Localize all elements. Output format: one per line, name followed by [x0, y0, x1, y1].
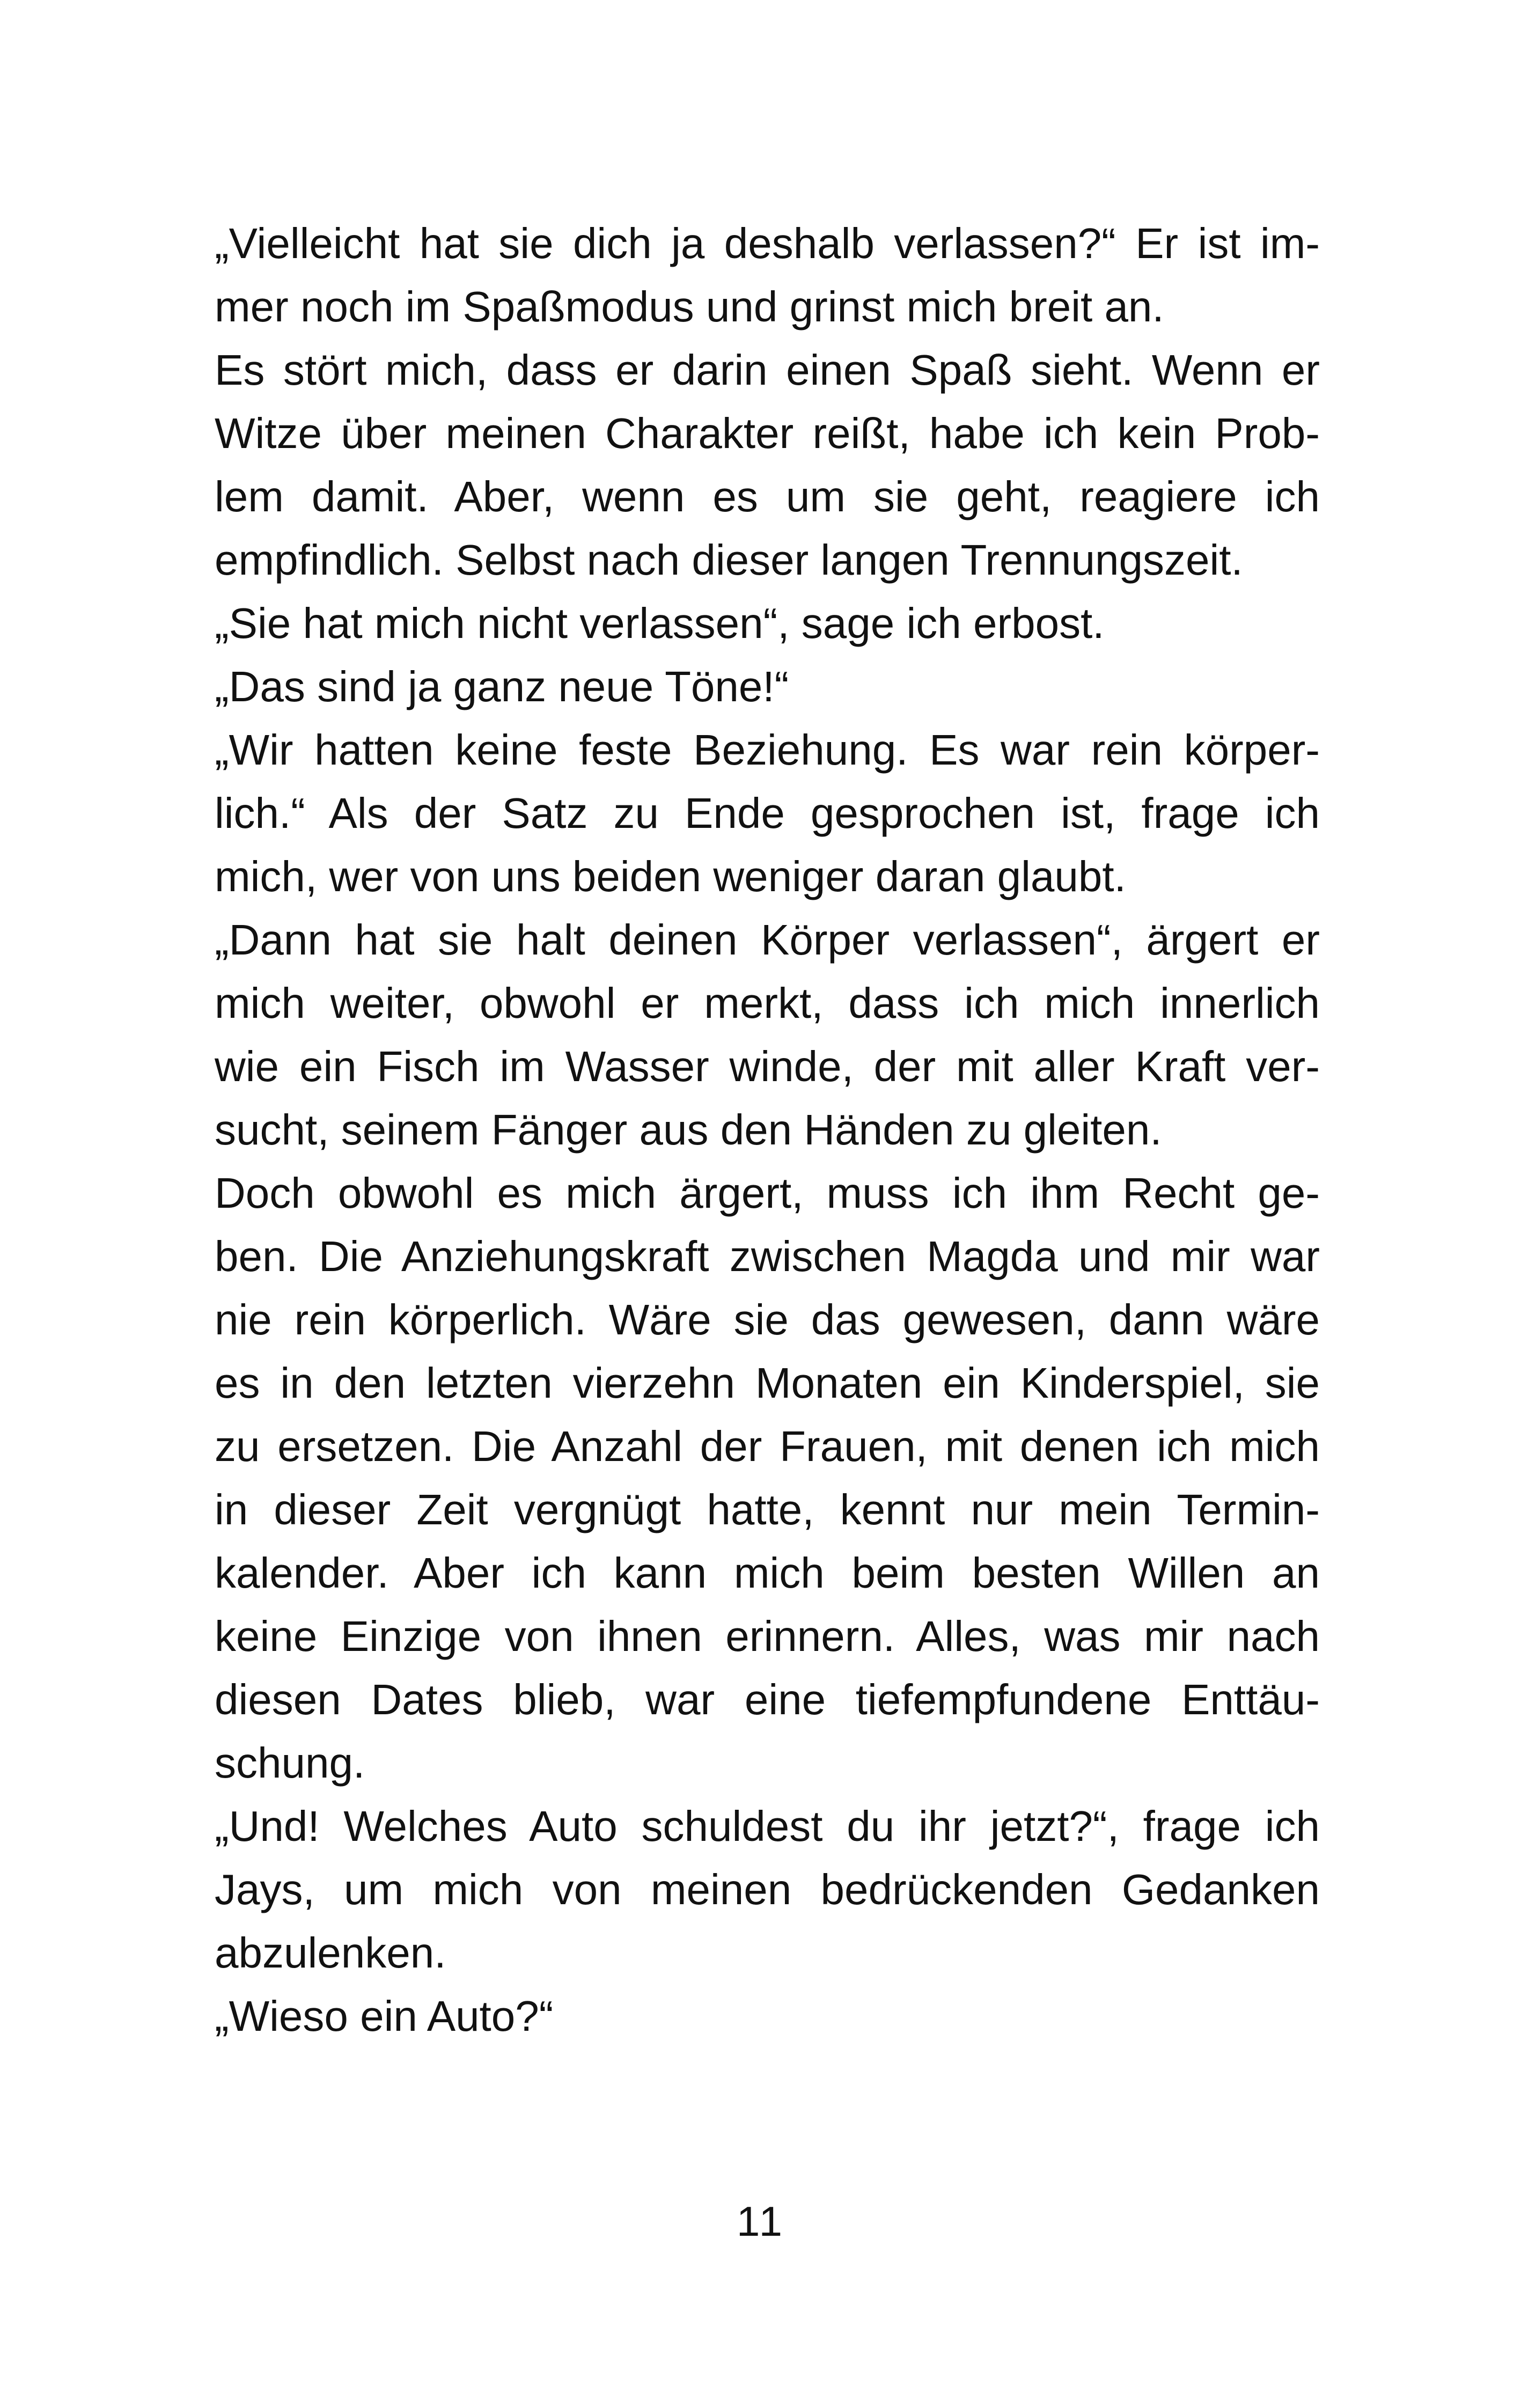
paragraph — [215, 212, 1320, 339]
text-line: „Sie hat mich nicht verlassen“, sage ich erbost. — [215, 599, 1105, 647]
text-line: „Wieso ein Auto?“ — [215, 1992, 554, 2040]
text-line: „Vielleicht hat sie dich ja deshalb verlassen?“ Er ist im- — [215, 219, 1320, 267]
text-line: Witze über meinen Charakter reißt, habe ich kein Prob- — [215, 409, 1320, 457]
paragraph — [215, 1162, 1320, 1795]
text-line: „Wir hatten keine feste Beziehung. Es war rein körper- — [215, 726, 1320, 774]
body-text — [215, 212, 1320, 2048]
paragraph — [215, 1795, 1320, 1985]
text-line: schung. — [215, 1739, 365, 1787]
text-line: in dieser Zeit vergnügt hatte, kennt nur mein Termin- — [215, 1486, 1320, 1533]
text-line: Es stört mich, dass er darin einen Spaß sieht. Wenn er — [215, 346, 1320, 394]
text-line: „Und! Welches Auto schuldest du ihr jetzt?“, frage ich — [215, 1802, 1320, 1850]
paragraph — [215, 655, 1320, 718]
text-line: nie rein körperlich. Wäre sie das gewesen, dann wäre — [215, 1296, 1320, 1344]
text-line: wie ein Fisch im Wasser winde, der mit aller Kraft ver- — [215, 1043, 1320, 1090]
text-line: keine Einzige von ihnen erinnern. Alles, was mir nach — [215, 1612, 1320, 1660]
text-line: zu ersetzen. Die Anzahl der Frauen, mit denen ich mich — [215, 1422, 1320, 1470]
text-line: mich, wer von uns beiden weniger daran glaubt. — [215, 853, 1126, 900]
paragraph — [215, 718, 1320, 908]
text-line: abzulenken. — [215, 1929, 446, 1977]
text-line: kalender. Aber ich kann mich beim besten Willen an — [215, 1549, 1320, 1597]
text-line: „Das sind ja ganz neue Töne!“ — [215, 663, 789, 710]
text-line: mich weiter, obwohl er merkt, dass ich mich innerlich — [215, 979, 1320, 1027]
text-line: sucht, seinem Fänger aus den Händen zu gleiten. — [215, 1106, 1162, 1154]
text-line: lich.“ Als der Satz zu Ende gesprochen ist, frage ich — [215, 789, 1320, 837]
text-line: Jays, um mich von meinen bedrückenden Gedanken — [215, 1866, 1320, 1913]
text-line: es in den letzten vierzehn Monaten ein Kinderspiel, sie — [215, 1359, 1320, 1407]
paragraph — [215, 592, 1320, 655]
page-number: 11 — [737, 2198, 784, 2245]
text-line: diesen Dates blieb, war eine tiefempfundene Enttäu- — [215, 1676, 1320, 1723]
text-line: „Dann hat sie halt deinen Körper verlassen“, ärgert er — [215, 916, 1320, 964]
paragraph — [215, 1985, 1320, 2048]
text-line: Doch obwohl es mich ärgert, muss ich ihm Recht ge- — [215, 1169, 1320, 1217]
paragraph — [215, 339, 1320, 592]
paragraph — [215, 908, 1320, 1162]
text-line: ben. Die Anziehungskraft zwischen Magda und mir war — [215, 1232, 1320, 1280]
text-line: mer noch im Spaßmodus und grinst mich breit an. — [215, 283, 1164, 331]
text-line: lem damit. Aber, wenn es um sie geht, reagiere ich — [215, 473, 1320, 520]
text-line: empfindlich. Selbst nach dieser langen Trennungszeit. — [215, 536, 1243, 584]
